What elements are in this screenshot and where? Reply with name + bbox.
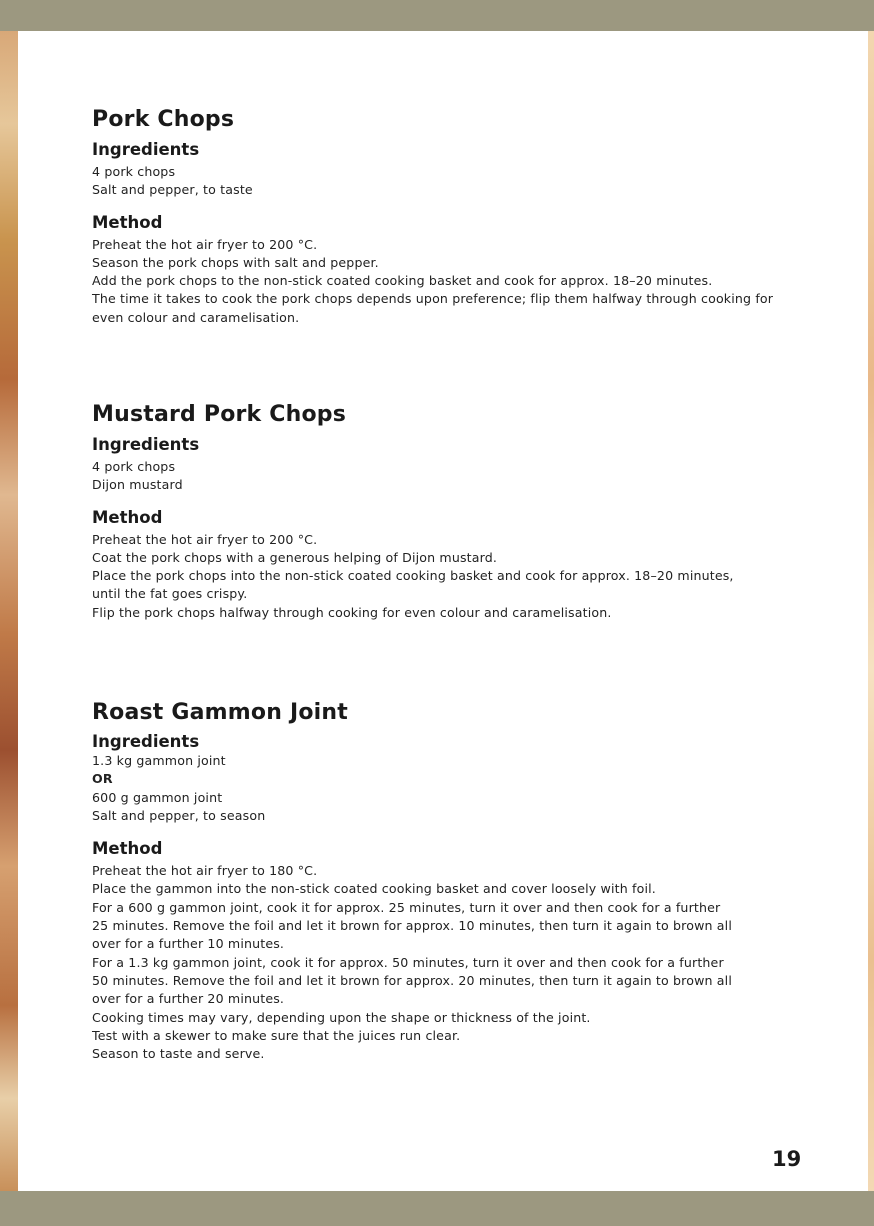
recipe-pork-chops [92,106,822,327]
ingredients-list [92,163,822,200]
recipe-title: Mustard Pork Chops [92,402,347,427]
ingredient-item: Salt and pepper, to season [92,807,266,823]
recipe-roast-gammon-joint [92,699,822,1063]
header-band [0,0,874,31]
method-line: Preheat the hot air fryer to 200 °C. [92,236,318,252]
ingredient-item: 4 pork chops [92,164,176,179]
method-line: Cooking times may vary, depending upon the shape or thickness of the joint. [92,1009,591,1025]
method-line: For a 600 g gammon joint, cook it for approx. 25 minutes, turn it over and then cook for a further [92,899,721,915]
method-steps [92,862,822,1063]
footer-band [0,1191,874,1226]
ingredients-list [92,458,822,495]
recipe-title: Roast Gammon Joint [92,700,348,725]
method-line: Season to taste and serve. [92,1046,265,1062]
ingredient-item: Salt and pepper, to taste [92,182,253,198]
method-heading: Method [92,212,163,232]
method-line: over for a further 20 minutes. [92,991,285,1007]
method-line: Season the pork chops with salt and pepper. [92,254,379,270]
method-line: Preheat the hot air fryer to 200 °C. [92,531,318,547]
method-line: Preheat the hot air fryer to 180 °C. [92,863,318,879]
recipe-title: Pork Chops [92,107,235,132]
ingredients-heading: Ingredients [92,732,200,751]
ingredients-list [92,752,822,825]
ingredient-item: 600 g gammon joint [92,789,223,805]
recipe-page [18,31,868,1191]
ingredient-or: OR [92,771,113,787]
method-heading: Method [92,507,163,527]
method-line: even colour and caramelisation. [92,309,300,325]
method-steps [92,531,822,622]
recipe-mustard-pork-chops [92,401,822,622]
ingredient-item: 1.3 kg gammon joint [92,753,226,768]
page-number: 19 [772,1147,802,1171]
method-line: Coat the pork chops with a generous helping of Dijon mustard. [92,549,498,565]
food-photo-edge-right [868,31,874,1191]
method-line: over for a further 10 minutes. [92,936,285,952]
method-line: Flip the pork chops halfway through cooking for even colour and caramelisation. [92,604,612,620]
method-heading: Method [92,839,163,859]
food-photo-edge-left [0,31,18,1191]
ingredient-item: 4 pork chops [92,459,176,474]
method-line: Place the gammon into the non-stick coated cooking basket and cover loosely with foil. [92,881,656,897]
method-line: The time it takes to cook the pork chops depends upon preference; flip them halfway through cooking for [92,291,774,307]
method-line: until the fat goes crispy. [92,586,248,602]
method-line: 50 minutes. Remove the foil and let it brown for approx. 20 minutes, then turn it again to brown all [92,972,732,988]
ingredient-item: Dijon mustard [92,477,183,493]
method-line: Place the pork chops into the non-stick coated cooking basket and cook for approx. 18–20 minutes, [92,568,734,584]
method-line: Add the pork chops to the non-stick coated cooking basket and cook for approx. 18–20 minutes. [92,273,713,289]
method-line: Test with a skewer to make sure that the juices run clear. [92,1027,461,1043]
method-line: 25 minutes. Remove the foil and let it brown for approx. 10 minutes, then turn it again to brown all [92,918,732,934]
method-steps [92,236,822,327]
method-line: For a 1.3 kg gammon joint, cook it for approx. 50 minutes, turn it over and then cook for a further [92,954,724,970]
ingredients-heading: Ingredients [92,140,200,159]
ingredients-heading: Ingredients [92,435,200,454]
